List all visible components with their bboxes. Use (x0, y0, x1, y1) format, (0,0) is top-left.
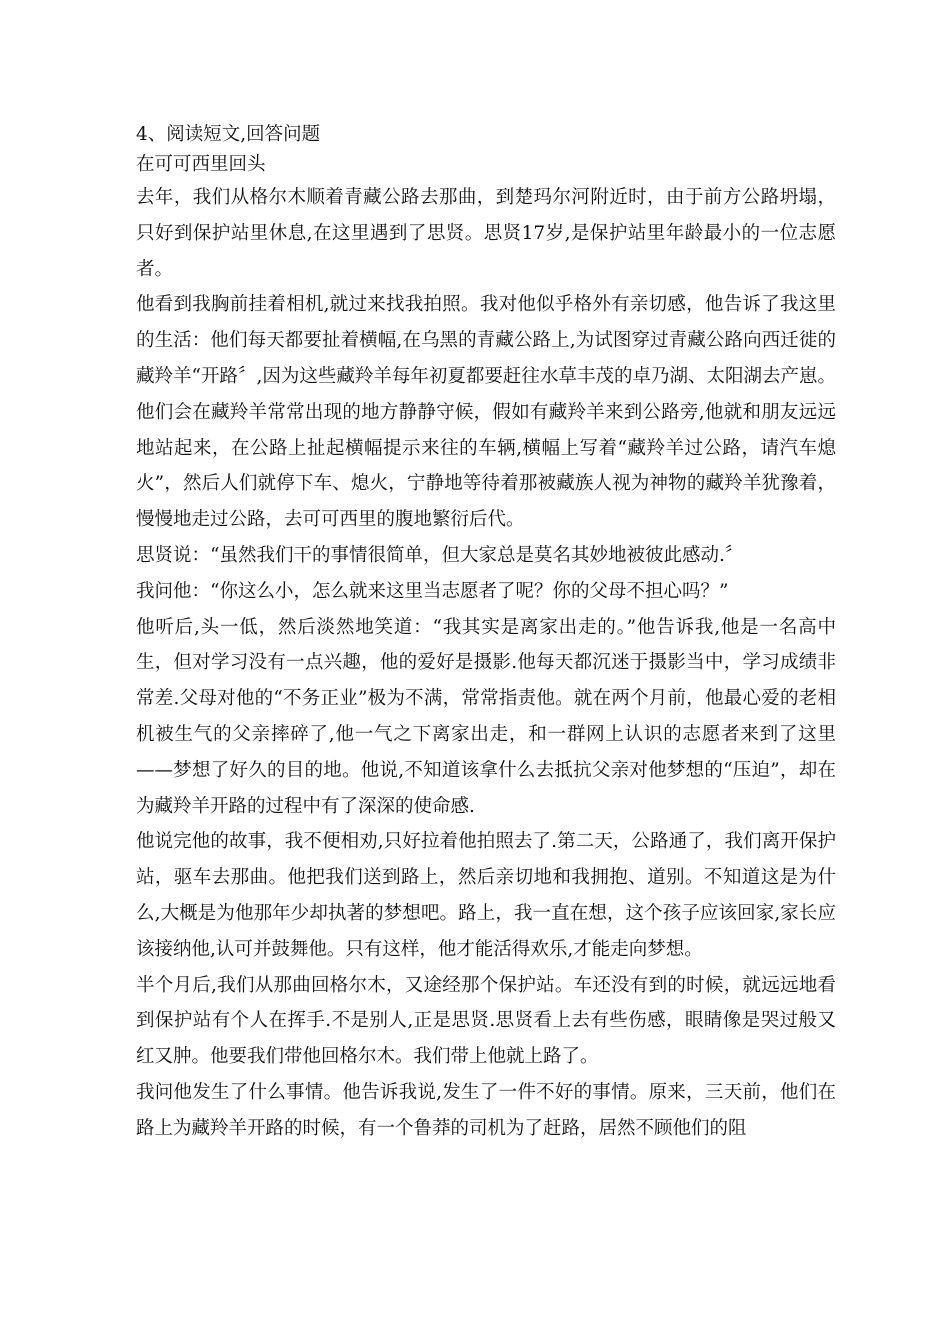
paragraph-5: 他听后,头一低，然后淡然地笑道：“我其实是离家出走的。”他告诉我,他是一名高中生，但对学习没有一点兴趣，他的爱好是摄影.他每天都沉迷于摄影当中，学习成绩非常差.父母对他的“不务正业”极为不满，常常指责他。就在两个月前，他最心爱的老相机被生气的父亲摔碎了,他一气之下离家出走，和一群网上认识的志愿者来到了这里——梦想了好久的目的地。他说,不知道该拿什么去抵抗父亲对他梦想的“压迫”，却在为藏羚羊开路的过程中有了深深的使命感. (136, 616, 836, 817)
paragraph-6: 他说完他的故事，我不便相劝,只好拉着他拍照去了.第二天，公路通了，我们离开保护站，驱车去那曲。他把我们送到路上，然后亲切地和我拥抱、道别。不知道这是为什么,大概是为他那年少却执著的梦想吧。路上，我一直在想，这个孩子应该回家,家长应该接纳他,认可并鼓舞他。只有这样，他才能活得欢乐,才能走向梦想。 (136, 831, 836, 960)
paragraph-3: 思贤说：“虽然我们干的事情很简单，但大家总是莫名其妙地被彼此感动.〞 (136, 544, 744, 566)
paragraph-8: 我问他发生了什么事情。他告诉我说,发生了一件不好的事情。原来，三天前，他们在路上为藏羚羊开路的时候，有一个鲁莽的司机为了赶路，居然不顾他们的阻 (136, 1081, 836, 1139)
paragraph-2: 他看到我胸前挂着相机,就过来找我拍照。我对他似乎格外有亲切感，他告诉了我这里的生活：他们每天都要扯着横幅,在乌黑的青藏公路上,为试图穿过青藏公路向西迁徙的藏羚羊“开路〞,因为这些藏羚羊每年初夏都要赶往水草丰茂的卓乃湖、太阳湖去产崽。他们会在藏羚羊常常出现的地方静静守候，假如有藏羚羊来到公路旁,他就和朋友远远地站起来，在公路上扯起横幅提示来往的车辆,横幅上写着“藏羚羊过公路，请汽车熄火”，然后人们就停下车、熄火，宁静地等待着那被藏族人视为神物的藏羚羊犹豫着，慢慢地走过公路，去可可西里的腹地繁衍后代。 (136, 294, 836, 531)
paragraph-1: 去年，我们从格尔木顺着青藏公路去那曲，到楚玛尔河附近时，由于前方公路坍塌，只好到保护站里休息,在这里遇到了思贤。思贤17岁,是保护站里年龄最小的一位志愿者。 (136, 187, 836, 280)
document-body (136, 120, 836, 1147)
article-title: 在可可西里回头 (136, 154, 266, 175)
paragraph-4: 我问他：“你这么小，怎么就来这里当志愿者了呢？你的父母不担心吗？” (136, 580, 729, 602)
question-label: 4、阅读短文,回答问题 (136, 124, 321, 145)
paragraph-7: 半个月后,我们从那曲回格尔木，又途经那个保护站。车还没有到的时候，就远远地看到保护站有个人在挥手.不是别人,正是思贤.思贤看上去有些伤感，眼睛像是哭过般又红又肿。他要我们带他回格尔木。我们带上他就上路了。 (136, 974, 836, 1068)
